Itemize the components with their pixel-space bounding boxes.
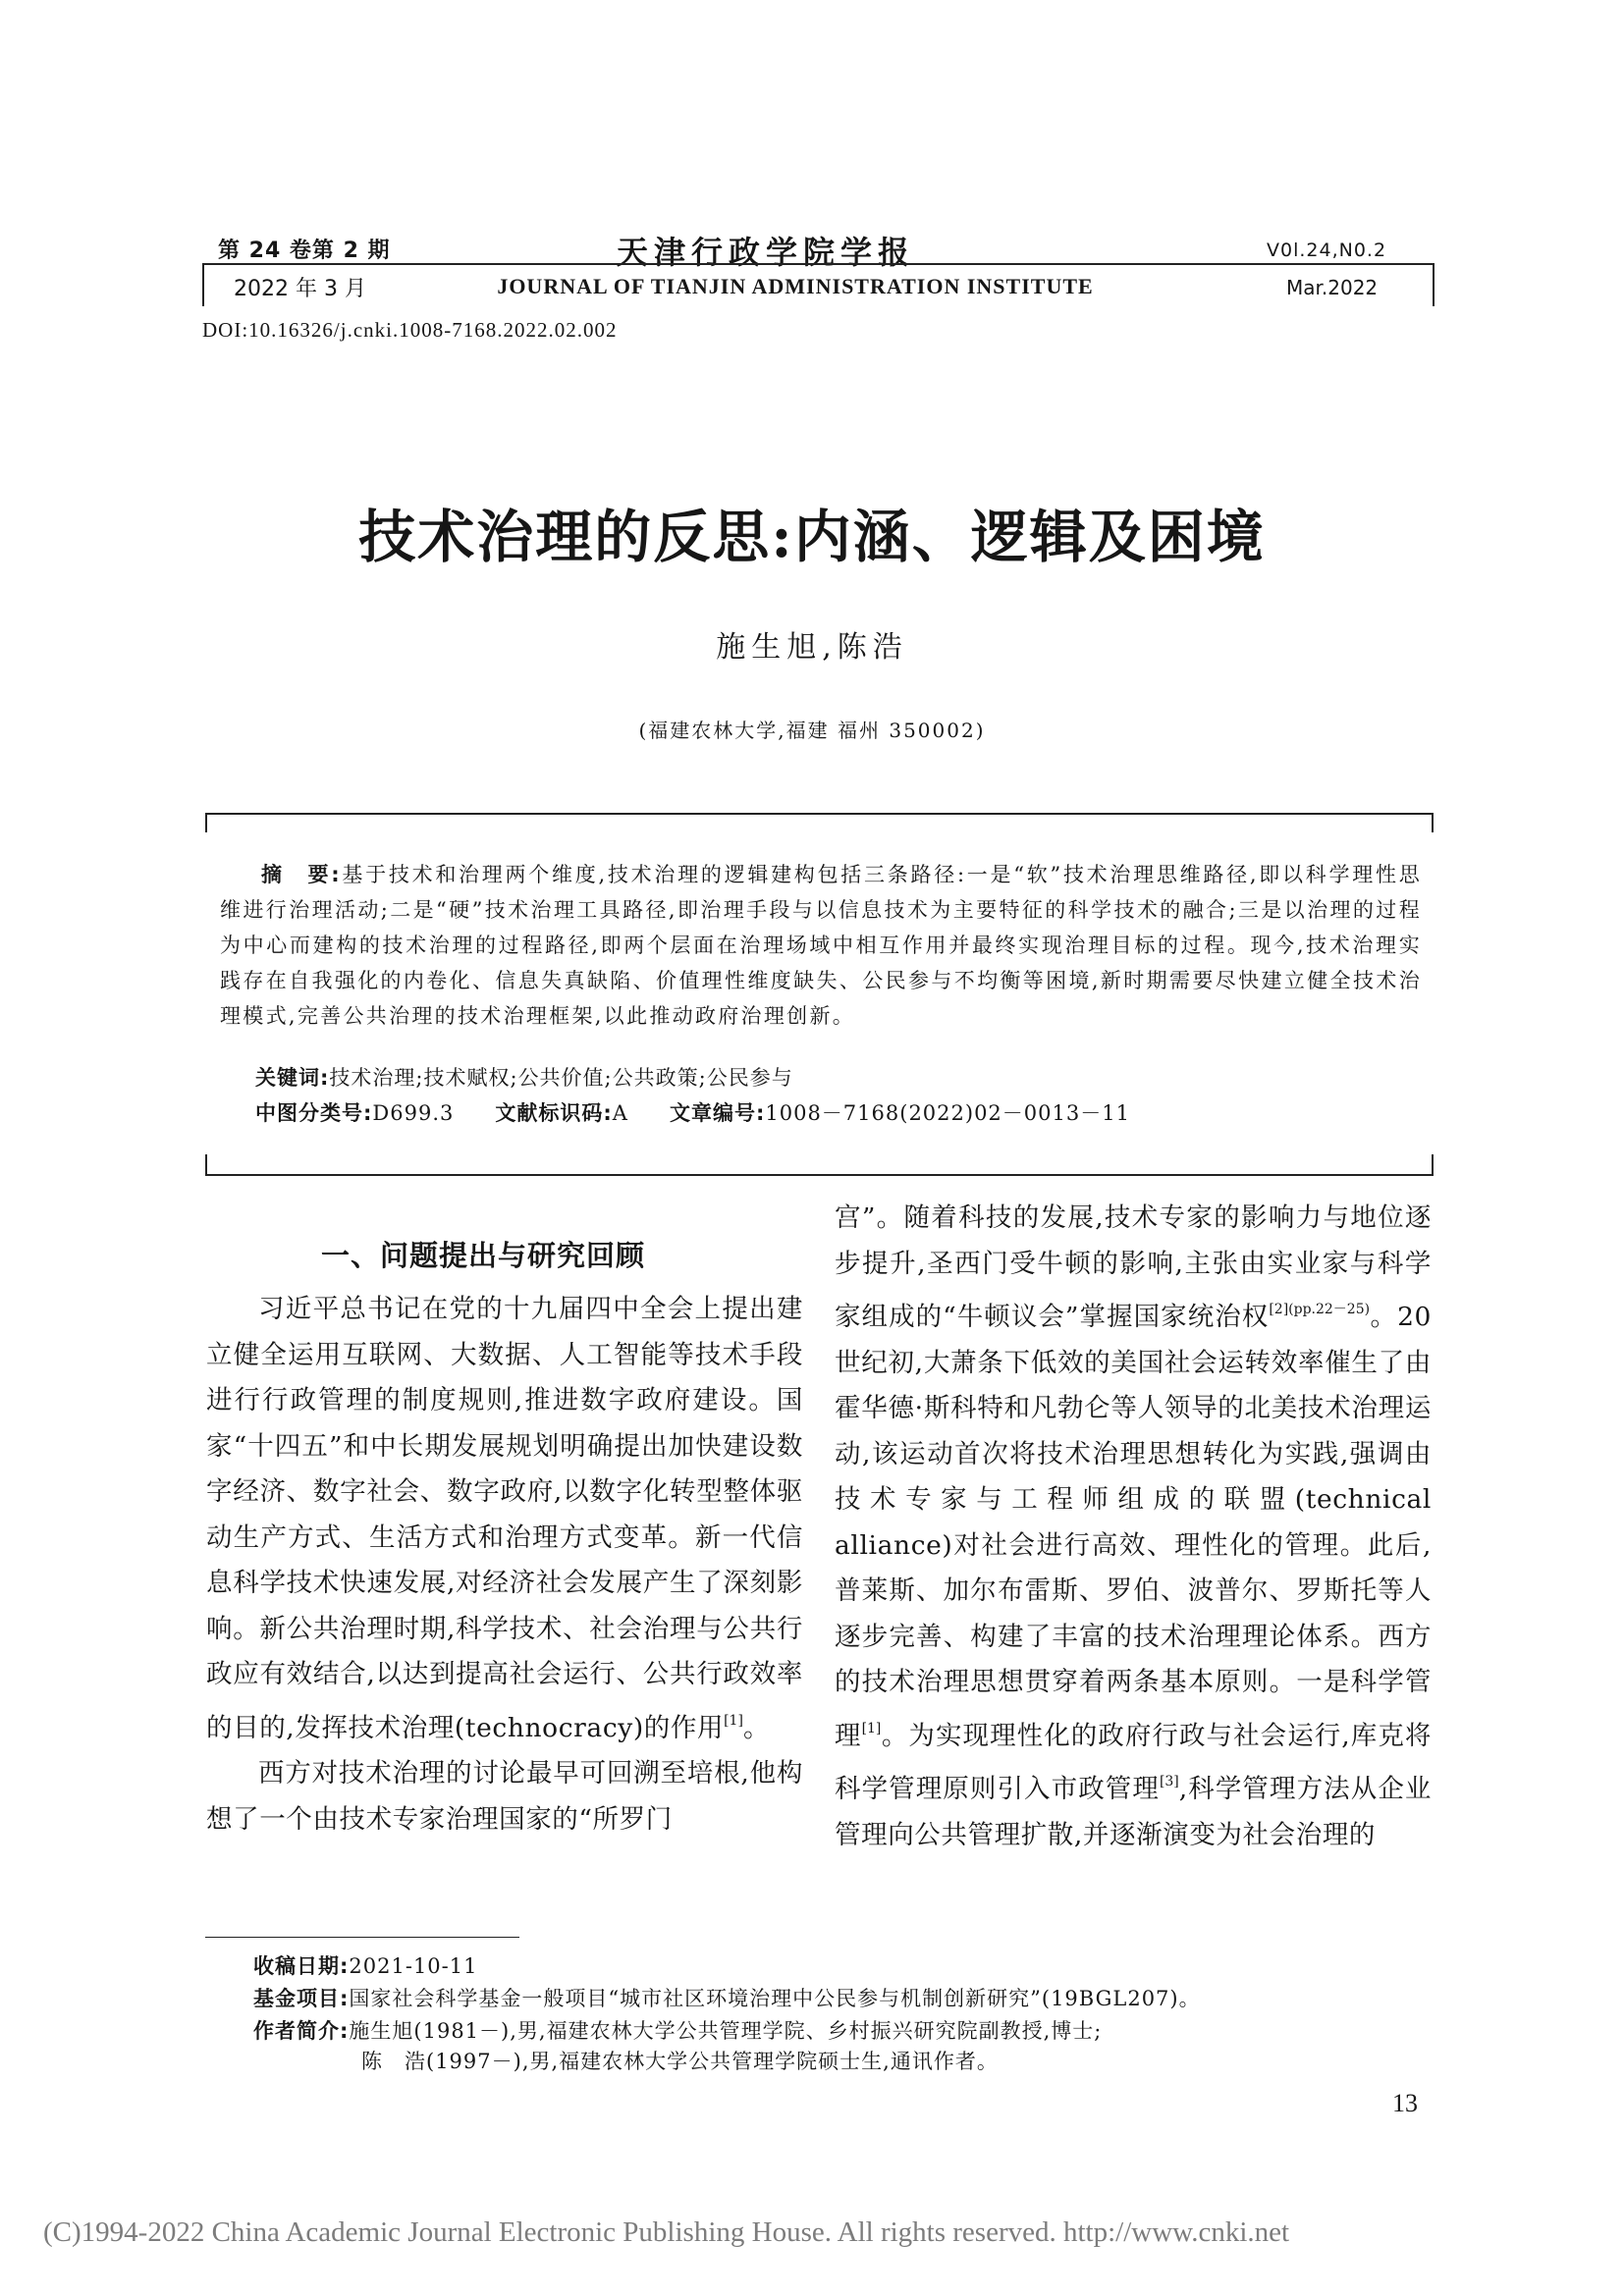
header-rule [202, 263, 1435, 265]
article-no-label: 文章编号: [669, 1101, 766, 1125]
volume-issue: 第 24 卷第 2 期 [218, 239, 391, 263]
abstract-frame-tick [205, 813, 207, 832]
paragraph-text: ,科学管理方法从企业管理向公共管理扩散,并逐渐演变为社会治理的 [835, 1774, 1432, 1850]
issue-date: 2022 年 3 月 [234, 277, 366, 301]
paragraph-text: 。20世纪初,大萧条下低效的美国社会运转效率催生了由霍华德·斯科特和凡勃仑等人领导的北美技术治理运动,该运动首次将技术治理思想转化为实践,强调由技术专家与工程师组成的联盟(technical alliance)对社会进行高效、理性化的管理。此后,普莱斯、加尔布雷斯、罗伯、波普尔、罗斯托等人逐步完善、构建了丰富的技术治理理论体系。西方的技术治理思想贯穿着两条基本原则。一是科学管理 [835, 1302, 1432, 1751]
affiliation: (福建农林大学,福建 福州 350002) [638, 719, 986, 742]
footnote-fund [253, 1983, 1201, 2012]
citation: [1] [724, 1712, 743, 1729]
volume-issue-en: V0l.24,N0.2 [1267, 240, 1387, 261]
copyright: (C)1994-2022 China Academic Journal Electronic Publishing House. All rights reserved. http://www.cnki.net [43, 2216, 1290, 2248]
paragraph-text: 。 [742, 1712, 771, 1743]
header-rule-right-tick [1433, 263, 1435, 306]
paragraph-text: 习近平总书记在党的十九届四中全会上提出建立健全运用互联网、大数据、人工智能等技术手段进行行政管理的制度规则,推进数字政府建设。国家“十四五”和中长期发展规划明确提出加快建设数字经济、数字社会、数字政府,以数字化转型整体驱动生产方式、生活方式和治理方式变革。新一代信息科学技术快速发展,对经济社会发展产生了深刻影响。新公共治理时期,科学技术、社会治理与公共行政应有效结合,以达到提高社会运行、公共行政效率的目的,发挥技术治理(technocracy)的作用 [206, 1294, 803, 1743]
abstract-frame-tick [205, 1154, 207, 1174]
keywords-text: 技术治理;技术赋权;公共价值;公共政策;公民参与 [329, 1066, 793, 1090]
abstract [220, 857, 1422, 1034]
footnote-author [253, 2015, 1102, 2045]
section-heading: 一、问题提出与研究回顾 [321, 1239, 646, 1272]
article-title: 技术治理的反思:内涵、逻辑及困境 [358, 504, 1266, 570]
citation: [2](pp.22－25) [1269, 1302, 1371, 1317]
footnote-label: 作者简介: [253, 2019, 350, 2043]
paragraph [835, 1196, 1432, 1858]
body-right-column [835, 1196, 1432, 1858]
doc-code-label: 文献标识码: [495, 1101, 613, 1125]
paragraph [206, 1287, 803, 1751]
footnote-text: 施生旭(1981－),男,福建农林大学公共管理学院、乡村振兴研究院副教授,博士; [349, 2019, 1103, 2043]
abstract-frame-tick [1432, 1154, 1434, 1174]
header-rule-left-tick [202, 263, 204, 306]
abstract-text: 基于技术和治理两个维度,技术治理的逻辑建构包括三条路径:一是“软”技术治理思维路径,即以科学理性思维进行治理活动;二是“硬”技术治理工具路径,即治理手段与以信息技术为主要特征的科学技术的融合;三是以治理的过程为中心而建构的技术治理的过程路径,即两个层面在治理场域中相互作用并最终实现治理目标的过程。现今,技术治理实践存在自我强化的内卷化、信息失真缺陷、价值理性维度缺失、公民参与不均衡等困境,新时期需要尽快建立健全技术治理模式,完善公共治理的技术治理框架,以此推动政府治理创新。 [220, 863, 1422, 1028]
body-left-column [206, 1287, 803, 1842]
footnote-label: 基金项目: [253, 1987, 350, 2010]
abstract-frame-bottom [205, 1174, 1434, 1176]
footnote-received [253, 1950, 477, 1980]
paragraph-text: 。为实现理性化的政府行政与社会运行,库克将科学管理原则引入市政管理 [835, 1720, 1432, 1804]
journal-title: 天津行政学院学报 [616, 234, 915, 271]
footnote-text: 国家社会科学基金一般项目“城市社区环境治理中公民参与机制创新研究”(19BGL207)。 [349, 1987, 1201, 2010]
clc-label: 中图分类号: [255, 1101, 373, 1125]
abstract-label: 摘 要: [261, 863, 342, 886]
classification-line [255, 1097, 1130, 1127]
footnote-text: 2021-10-11 [349, 1954, 478, 1978]
issue-date-en: Mar.2022 [1286, 276, 1379, 299]
keywords [255, 1062, 793, 1092]
page-number: 13 [1392, 2089, 1418, 2117]
footnote-author-2: 陈 浩(1997－),男,福建农林大学公共管理学院硕士生,通讯作者。 [361, 2050, 999, 2073]
citation: [3] [1159, 1774, 1179, 1789]
authors: 施生旭,陈浩 [716, 630, 908, 665]
abstract-frame-tick [1432, 813, 1434, 832]
footnote-label: 收稿日期: [253, 1954, 350, 1978]
journal-title-en: JOURNAL OF TIANJIN ADMINISTRATION INSTITUTE [497, 274, 1094, 298]
paragraph-text: 宫”。随着科技的发展,技术专家的影响力与地位逐步提升,圣西门受牛顿的影响,主张由实业家与科学家组成的“牛顿议会”掌握国家统治权 [835, 1202, 1432, 1332]
citation: [1] [861, 1720, 882, 1736]
paragraph: 西方对技术治理的讨论最早可回溯至培根,他构想了一个由技术专家治理国家的“所罗门 [206, 1758, 803, 1835]
article-no-value: 1008－7168(2022)02－0013－11 [765, 1101, 1130, 1125]
clc-value: D699.3 [372, 1101, 455, 1125]
footnote-rule [205, 1937, 519, 1938]
doc-code-value: A [612, 1101, 628, 1125]
doi: DOI:10.16326/j.cnki.1008-7168.2022.02.002 [202, 318, 618, 342]
keywords-label: 关键词: [255, 1066, 330, 1090]
abstract-frame-top [205, 813, 1434, 815]
